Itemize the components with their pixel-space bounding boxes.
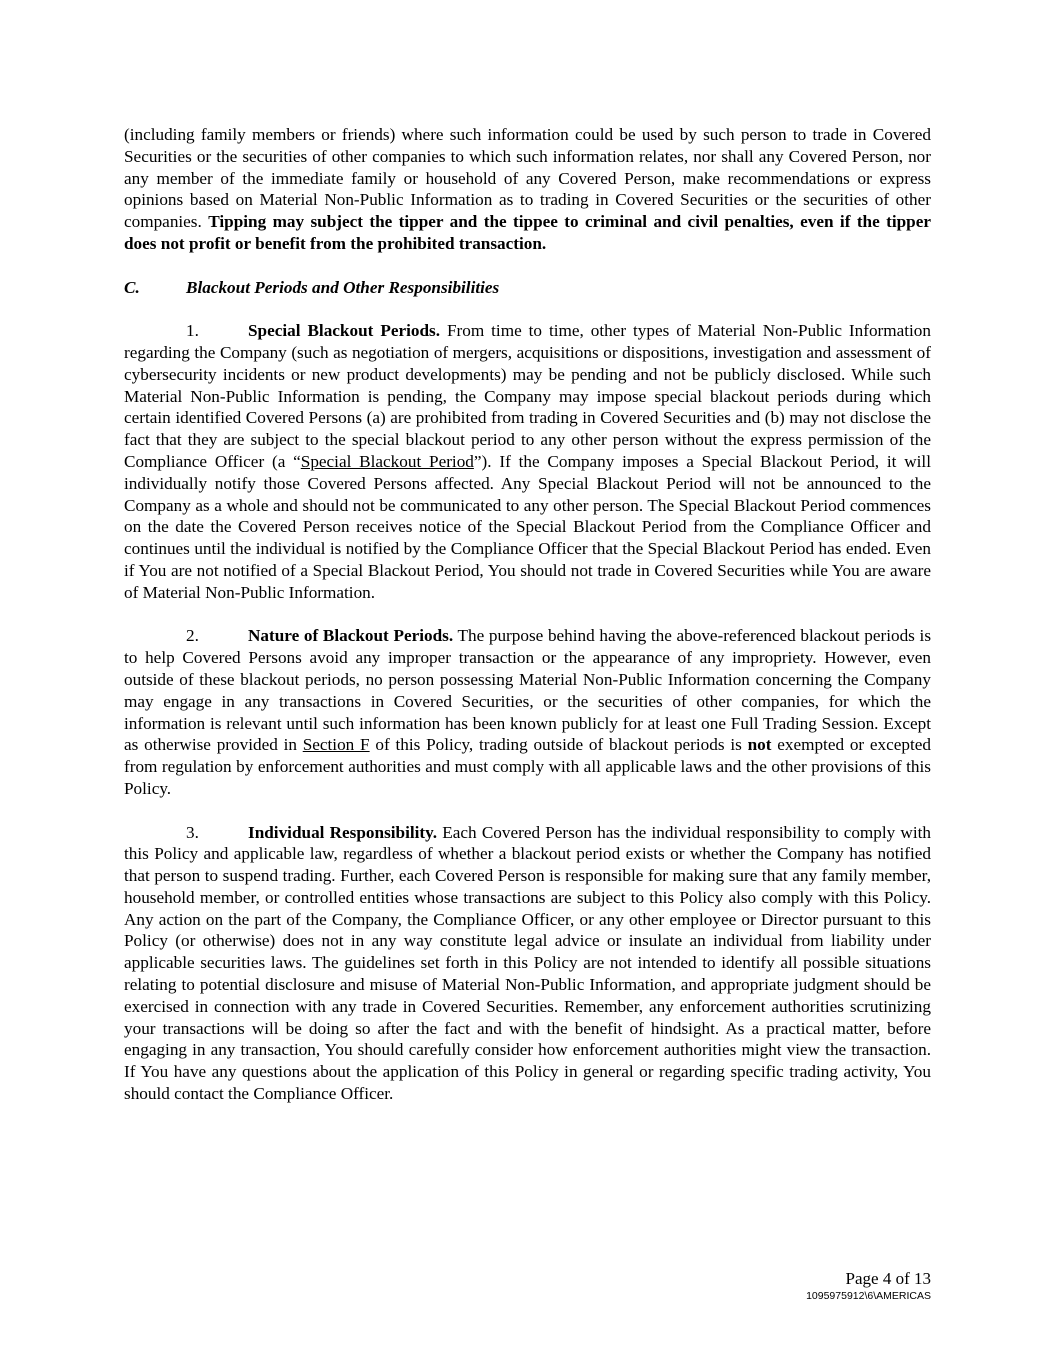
document-page <box>124 124 931 1105</box>
item-1-number: 1. <box>186 321 199 341</box>
item-1-title: Special Blackout Periods. <box>248 321 440 341</box>
document-id: 1095975912\6\AMERICAS <box>806 1290 931 1302</box>
item-3-number: 3. <box>186 822 199 842</box>
intro-text: (including family members or friends) where such information could be used by such person to trade in Covered Securities or the securities of other companies to which such information relates, nor shall any Covered Person, nor any member of the immediate family or household of any Covered Person, make recommendations or express opinions based on Material Non-Public Information as to trading in Covered Securities or the securities of other companies. <box>124 125 931 232</box>
section-c-title: Blackout Periods and Other Responsibilities <box>186 277 500 297</box>
item-1-text: From time to time, other types of Material Non-Public Information regarding the Company (such as negotiation of mergers, acquisitions or dispositions, investigation and assessment of cybersecurity incidents or new product developments) may be pending and not be publicly disclosed. While such Material Non-Public Information is pending, the Company may impose special blackout periods during which certain identified Covered Persons (a) are prohibited from trading in Covered Securities and (b) may not disclose the fact that they are subject to the special blackout period to any other person without the express permission of the Compliance Officer (a “ <box>124 321 931 471</box>
item-2-emphasis: not <box>747 735 772 755</box>
item-3-text: Each Covered Person has the individual responsibility to comply with this Policy and applicable law, regardless of whether a blackout period exists or whether the Company has notified that person to suspend trading. Further, each Covered Person is responsible for making sure that any family member, household member, or controlled entities whose transactions are subject to this Policy also comply with this Policy. Any action on the part of the Company, the Compliance Officer, or any other employee or Director pursuant to this Policy (or otherwise) does not in any way constitute legal advice or insulate an individual from liability under applicable securities laws. The guidelines set forth in this Policy are not intended to identify all possible situations relating to potential disclosure and misuse of Material Non-Public Information, and appropriate judgment should be exercised in connection with any trade in Covered Securities. Remember, any enforcement authorities scrutinizing your transactions will be doing so after the fact and with the benefit of hindsight. As a practical matter, before engaging in any transaction, You should carefully consider how enforcement authorities might view the transaction. If You have any questions about the application of this Policy in general or regarding specific trading activity, You should contact the Compliance Officer. <box>124 822 931 1104</box>
item-1-paragraph <box>124 320 931 603</box>
item-3-paragraph <box>124 822 931 1105</box>
item-2-text-continued: of this Policy, trading outside of blackout periods is <box>369 735 748 755</box>
section-c-letter: C. <box>124 277 140 297</box>
intro-paragraph <box>124 124 931 255</box>
section-c-heading <box>124 277 931 299</box>
section-f-reference[interactable]: Section F <box>302 735 370 755</box>
page-number: Page 4 of 13 <box>845 1269 931 1288</box>
special-blackout-period-term: Special Blackout Period <box>300 451 474 471</box>
intro-bold-warning: Tipping may subject the tipper and the tippee to criminal and civil penalties, even if the tipper does not profit or benefit from the prohibited transaction. <box>124 212 931 253</box>
item-1-text-continued: ”). If the Company imposes a Special Blackout Period, it will individually notify those Covered Persons affected. Any Special Blackout Period will not be announced to the Company as a whole and should not be communicated to any other person. The Special Blackout Period commences on the date the Covered Person receives notice of the Special Blackout Period from the Compliance Officer and continues until the individual is notified by the Compliance Officer that the Special Blackout Period has ended. Even if You are not notified of a Special Blackout Period, You should not trade in Covered Securities while You are aware of Material Non-Public Information. <box>124 451 931 602</box>
item-2-title: Nature of Blackout Periods. <box>248 626 454 646</box>
item-3-title: Individual Responsibility. <box>248 822 438 842</box>
item-2-text: The purpose behind having the above-referenced blackout periods is to help Covered Persons avoid any improper transaction or the appearance of any impropriety. However, even outside of these blackout periods, no person possessing Material Non-Public Information concerning the Company may engage in any transactions in Covered Securities, or the securities of other companies, for which the information is relevant until such information has been known publicly for at least one Full Trading Session. Except as otherwise provided in <box>124 626 932 755</box>
item-2-number: 2. <box>186 626 199 646</box>
item-2-paragraph <box>124 625 931 799</box>
item-2-text-end: exempted or excepted from regulation by enforcement authorities and must comply with all applicable laws and the other provisions of this Policy. <box>124 735 931 798</box>
